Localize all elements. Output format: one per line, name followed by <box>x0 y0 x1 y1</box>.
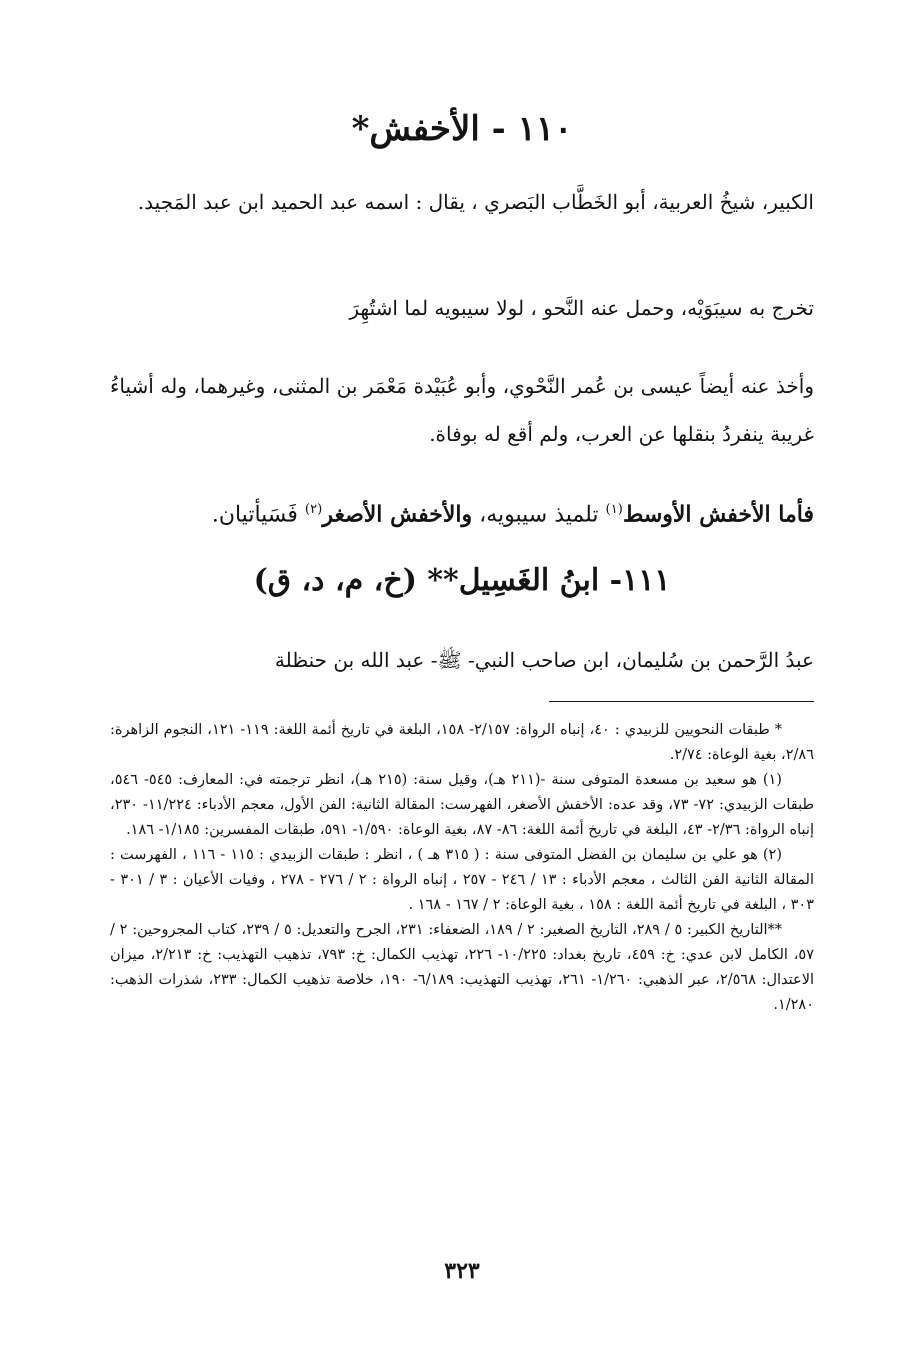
footnote-ref-1: (١) <box>605 502 623 517</box>
entry-111-heading: ١١١- ابنُ الغَسِيل** (خ، م، د، ق) <box>253 563 671 598</box>
entry-110-paragraph-4 <box>110 486 814 539</box>
footnotes <box>110 718 814 1018</box>
page-number: ٣٢٣ <box>444 1258 480 1284</box>
footnote-ref-2: (٢) <box>304 502 323 517</box>
akhfash-awsat-name: فأما الأخفش الأوسط <box>622 501 814 528</box>
akhfash-asghar-desc: فَسَيأتيان. <box>211 502 305 528</box>
footnote-2: (٢) هو علي بن سليمان بن الفضل المتوفى سنة : ( ٣١٥ هـ ) ، انظر : طبقات الزبيدي : ١١٥ - ١١٦ ، الفهرست : المقالة الثانية الفن الثالث ، معجم الأدباء : ١٣ / ٢٤٦ - ٢٥٧ ، إنباه الرواة : ٢ / ٢٧٦ - ٢٧٨ ، وفيات الأعيان : ٣ / ٣٠١ - ٣٠٣ ، البلغة في تاريخ أئمة اللغة : ١٥٨ ، بغية الوعاة: ٢ / ١٦٧ - ١٦٨ . <box>110 847 814 913</box>
footnote-separator <box>549 701 814 702</box>
entry-110-paragraph-1: الكبير، شيخُ العربية، أبو الخَطَّاب البَصري ، يقال : اسمه عبد الحميد ابن عبد المَجيد. <box>137 190 814 214</box>
footnote-star-2: **التاريخ الكبير: ٥ / ٢٨٩، التاريخ الصغير: ٢ / ١٨٩، الضعفاء: ٢٣١، الجرح والتعديل: ٥ / ٢٣٩، كتاب المجروحين: ٢ / ٥٧، الكامل لابن عدي: خ: ٤٥٩، تاريخ بغداد: ١٠/٢٢٥- ٢٢٦، تهذيب الكمال: خ: ٧٩٣، تذهيب التهذيب: خ: ٢/٢١٣، ميزان الاعتدال: ٢/٥٦٨، عبر الذهبي: ١/٢٦٠- ٢٦١، تهذيب التهذيب: ٦/١٨٩- ١٩٠، خلاصة تذهيب الكمال: ٢٣٣، شذرات الذهب: ١/٢٨٠. <box>110 922 815 1013</box>
entry-110-paragraph-3: وأخذ عنه أيضاً عيسى بن عُمر النَّحْوي، وأبو عُبَيْدة مَعْمَر بن المثنى، وغيرهما، وله أشياءُ غريبة ينفردُ بنقلها عن العرب، ولم أقع له بوفاة. <box>110 374 814 446</box>
akhfash-awsat-desc: تلميذ سيبويه، <box>472 502 606 528</box>
footnote-star-1: * طبقات النحويين للزبيدي : ٤٠، إنباه الرواة: ٢/١٥٧- ١٥٨، البلغة في تاريخ أئمة اللغة: ١١٩- ١٢١، النجوم الزاهرة: ٢/٨٦، بغية الوعاة: ٢/٧٤. <box>110 722 814 763</box>
akhfash-asghar-name: والأخفش الأصغر <box>322 501 473 528</box>
entry-110-paragraph-2: تخرج به سيبَوَيْه، وحمل عنه النَّحو ، لولا سيبويه لما اشتُهِرَ <box>349 296 814 320</box>
entry-111-paragraph-1: عبدُ الرَّحمن بن سُليمان، ابن صاحب النبي- ﷺ- عبد الله بن حنظلة <box>274 648 814 672</box>
footnote-1: (١) هو سعيد بن مسعدة المتوفى سنة -(٢١١ هـ)، وقيل سنة: (٢١٥ هـ)، انظر ترجمته في: المعارف: ٥٤٥- ٥٤٦، طبقات الزبيدي: ٧٢- ٧٣، وقد عده: الأخفش الأصغر، الفهرست: المقالة الثانية: الفن الأول، معجم الأدباء: ١١/٢٢٤- ٢٣٠، إنباه الرواة: ٢/٣٦- ٤٣، البلغة في تاريخ أئمة اللغة: ٨٦- ٨٧، بغية الوعاة: ١/٥٩٠- ٥٩١، طبقات المفسرين: ١/١٨٥- ١٨٦. <box>110 772 814 838</box>
entry-110-heading: ١١٠ - الأخفش* <box>351 109 573 149</box>
